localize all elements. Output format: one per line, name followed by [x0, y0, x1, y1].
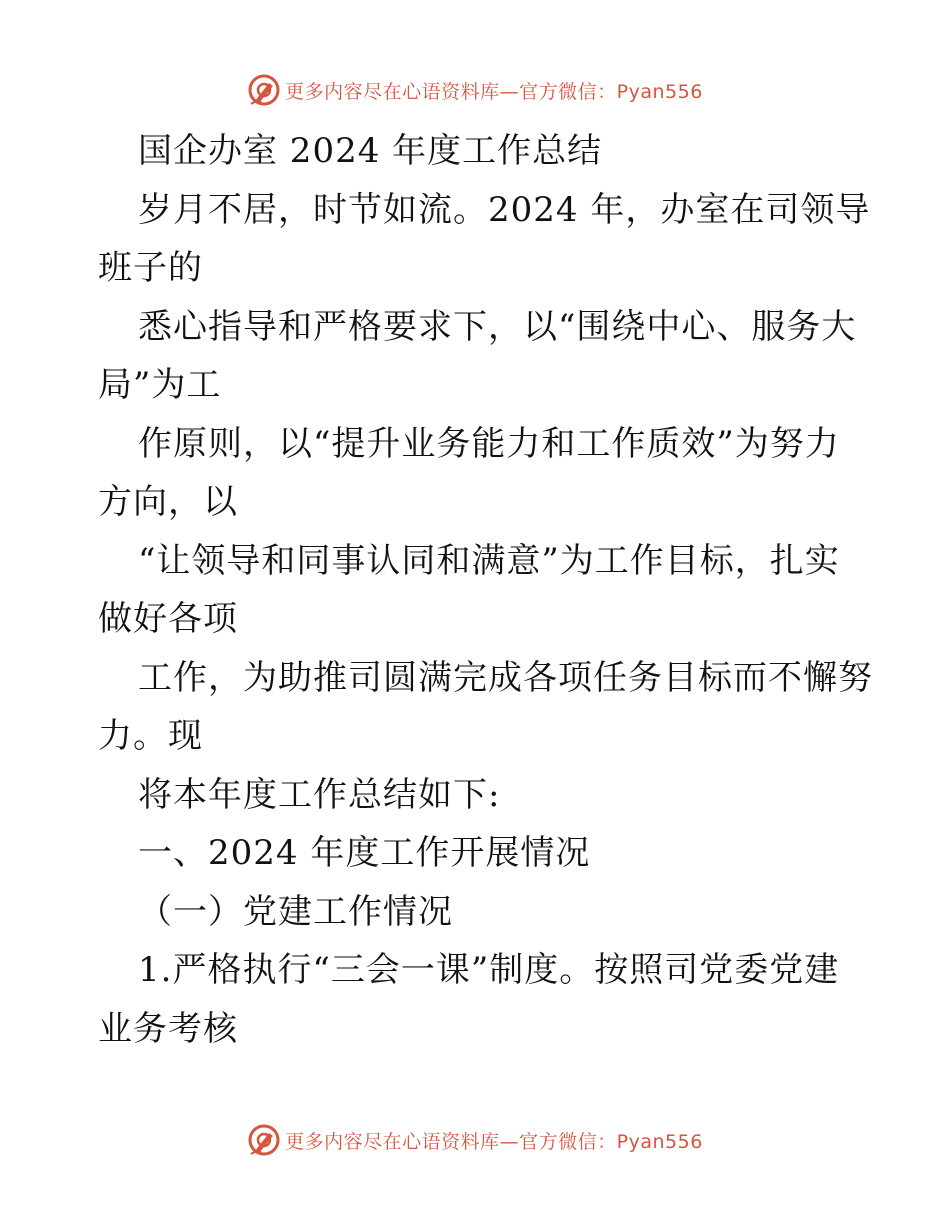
- watermark-text: 更多内容尽在心语资料库—官方微信：Pyan556: [285, 1130, 703, 1153]
- pen-logo-icon: [247, 1123, 281, 1157]
- document-body: [98, 122, 873, 1058]
- paragraph-line: 悉心指导和严格要求下，以“围绕中心、服务大: [138, 306, 857, 347]
- watermark-footer: [0, 1120, 950, 1160]
- paragraph-line: 作原则，以“提升业务能力和工作质效”为努力: [138, 423, 840, 464]
- paragraph-line: 做好各项: [98, 599, 238, 639]
- paragraph-line: 工作，为助推司圆满完成各项任务目标而不懈努: [138, 657, 873, 698]
- subsection-heading: （一）党建工作情况: [138, 891, 453, 932]
- document-title: 国企办室 2024 年度工作总结: [138, 131, 603, 171]
- paragraph-line: 业务考核: [98, 1008, 238, 1049]
- pen-logo-icon: [247, 73, 281, 107]
- paragraph-line: 方向，以: [98, 482, 238, 522]
- paragraph-line: 1.严格执行“三会一课”制度。按照司党委党建: [138, 950, 840, 990]
- watermark-text: 更多内容尽在心语资料库—官方微信：Pyan556: [285, 80, 703, 103]
- paragraph-line: 将本年度工作总结如下:: [138, 774, 501, 815]
- paragraph-line: 岁月不居，时节如流。2024 年，办室在司领导: [138, 189, 871, 230]
- paragraph-line: 力。现: [98, 716, 203, 756]
- paragraph-line: “让领导和同事认同和满意”为工作目标，扎实: [138, 540, 840, 581]
- paragraph-line: 局”为工: [98, 365, 222, 405]
- watermark-header: [0, 70, 950, 110]
- paragraph-line: 班子的: [98, 248, 203, 288]
- section-heading: 一、2024 年度工作开展情况: [138, 833, 591, 873]
